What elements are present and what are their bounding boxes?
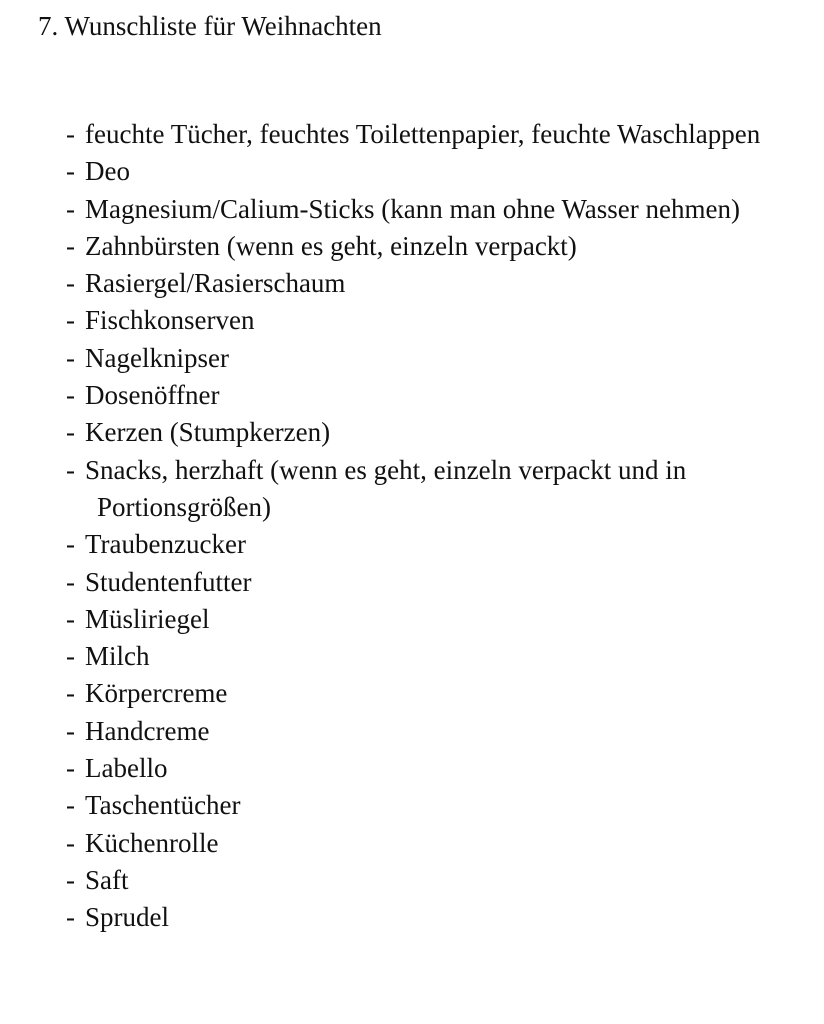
list-bullet: -	[66, 566, 75, 597]
list-bullet: -	[66, 193, 75, 224]
list-bullet: -	[66, 529, 75, 560]
list-item-text: Labello	[85, 753, 168, 784]
list-item	[66, 191, 806, 228]
list-item-text: Kerzen (Stumpkerzen)	[85, 417, 331, 448]
wish-list	[66, 116, 806, 937]
list-item-text: Fischkonserven	[85, 305, 255, 336]
list-item-text: Sprudel	[85, 902, 169, 933]
list-item-text: Müsliriegel	[85, 603, 210, 634]
list-item	[66, 452, 806, 527]
list-item	[66, 675, 806, 712]
list-item-text: Dosenöffner	[85, 380, 220, 411]
list-item-text: Nagelknipser	[85, 342, 229, 373]
list-bullet: -	[66, 268, 75, 299]
list-bullet: -	[66, 417, 75, 448]
list-bullet: -	[66, 454, 75, 485]
list-item	[66, 787, 806, 824]
list-bullet: -	[66, 864, 75, 895]
list-item	[66, 377, 806, 414]
list-item	[66, 526, 806, 563]
list-bullet: -	[66, 641, 75, 672]
list-bullet: -	[66, 827, 75, 858]
list-item-text: Zahnbürsten (wenn es geht, einzeln verpackt)	[85, 230, 577, 261]
list-item	[66, 414, 806, 451]
list-bullet: -	[66, 790, 75, 821]
list-bullet: -	[66, 902, 75, 933]
list-bullet: -	[66, 305, 75, 336]
list-item	[66, 564, 806, 601]
list-bullet: -	[66, 342, 75, 373]
list-item-text: Körpercreme	[85, 678, 228, 709]
list-bullet: -	[66, 119, 75, 149]
list-item-text: Milch	[85, 641, 150, 672]
list-item	[66, 862, 806, 899]
list-item-text: Handcreme	[85, 715, 210, 746]
list-bullet: -	[66, 678, 75, 709]
list-bullet: -	[66, 753, 75, 784]
list-item	[66, 638, 806, 675]
list-bullet: -	[66, 230, 75, 261]
list-item-text: Studentenfutter	[85, 566, 252, 597]
list-item	[66, 265, 806, 302]
list-bullet: -	[66, 156, 75, 187]
list-item	[66, 302, 806, 339]
list-item-text: Magnesium/Calium-Sticks (kann man ohne Wasser nehmen)	[85, 193, 740, 224]
list-item-text: Küchenrolle	[85, 827, 219, 858]
list-item-text: Saft	[85, 864, 129, 895]
list-bullet: -	[66, 380, 75, 411]
list-item	[66, 116, 806, 153]
list-item-text: Snacks, herzhaft (wenn es geht, einzeln verpackt und in Portionsgrößen)	[85, 454, 687, 522]
document-heading: 7. Wunschliste für Weihnachten	[38, 11, 382, 41]
list-bullet: -	[66, 603, 75, 634]
list-item-text: feuchte Tücher, feuchtes Toilettenpapier, feuchte Waschlappen	[85, 119, 761, 149]
list-item	[66, 713, 806, 750]
list-item	[66, 340, 806, 377]
list-item	[66, 899, 806, 936]
list-bullet: -	[66, 715, 75, 746]
list-item-text: Taschentücher	[85, 790, 241, 821]
list-item-text: Rasiergel/Rasierschaum	[85, 268, 346, 299]
list-item	[66, 228, 806, 265]
list-item	[66, 601, 806, 638]
list-item	[66, 153, 806, 190]
list-item-text: Traubenzucker	[85, 529, 246, 560]
list-item	[66, 750, 806, 787]
list-item	[66, 825, 806, 862]
list-item-text: Deo	[85, 156, 130, 187]
